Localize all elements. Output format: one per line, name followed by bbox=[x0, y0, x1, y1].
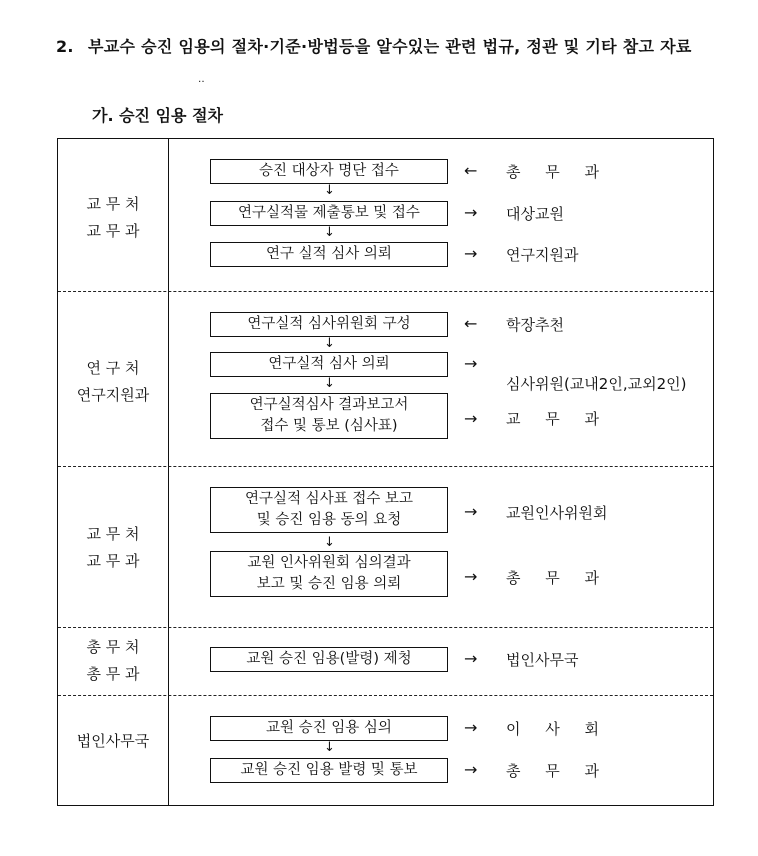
column-divider bbox=[168, 139, 169, 805]
section-divider bbox=[58, 291, 713, 292]
dept-label-corporate-office: 법인사무국 bbox=[76, 732, 150, 750]
step-box-committee-formation: 연구실적 심사위원회 구성 bbox=[210, 312, 448, 337]
step-box-appointment-proposal: 교원 승진 임용(발령) 제청 bbox=[210, 647, 448, 672]
flow-arrow: → bbox=[464, 203, 478, 222]
step-target: 총 무 과 bbox=[506, 163, 610, 181]
step-target: 이 사 회 bbox=[506, 720, 610, 738]
down-arrow-icon: ↓ bbox=[324, 336, 335, 351]
dept-label-general-affairs: 총 무 처 총 무 과 bbox=[86, 638, 140, 683]
flow-arrow: → bbox=[464, 718, 478, 737]
down-arrow-icon: ↓ bbox=[324, 183, 335, 198]
flow-arrow: → bbox=[464, 760, 478, 779]
dept-label-research-affairs: 연 구 처 연구지원과 bbox=[76, 359, 150, 404]
section-divider bbox=[58, 466, 713, 467]
flow-arrow: → bbox=[464, 649, 478, 668]
step-target: 총 무 과 bbox=[506, 762, 610, 780]
section-subheading: 가. 승진 임용 절차 bbox=[92, 106, 223, 125]
flow-arrow: → bbox=[464, 409, 478, 428]
tick-mark: ‥ bbox=[198, 74, 205, 85]
flow-arrow: → bbox=[464, 502, 478, 521]
section-divider bbox=[58, 695, 713, 696]
step-target: 교원인사위원회 bbox=[506, 504, 608, 522]
step-box-candidate-list: 승진 대상자 명단 접수 bbox=[210, 159, 448, 184]
step-target: 대상교원 bbox=[506, 205, 564, 223]
step-target: 학장추천 bbox=[506, 316, 564, 334]
step-target: 교 무 과 bbox=[506, 410, 610, 428]
step-box-review-result: 연구실적심사 결과보고서 접수 및 통보 (심사표) bbox=[210, 393, 448, 439]
flow-arrow: ← bbox=[464, 161, 478, 180]
step-target: 법인사무국 bbox=[506, 651, 579, 669]
step-box-committee-result: 교원 인사위원회 심의결과 보고 및 승진 임용 의뢰 bbox=[210, 551, 448, 597]
step-target: 연구지원과 bbox=[506, 246, 579, 264]
step-box-appointment-notice: 교원 승진 임용 발령 및 통보 bbox=[210, 758, 448, 783]
down-arrow-icon: ↓ bbox=[324, 225, 335, 240]
flow-arrow: → bbox=[464, 244, 478, 263]
heading-text: 부교수 승진 임용의 절차·기준·방법등을 알수있는 관련 법규, 정관 및 기타 참고 자료 bbox=[88, 37, 692, 56]
document-heading bbox=[56, 34, 692, 57]
flow-arrow: ← bbox=[464, 314, 478, 333]
dept-label-academic-affairs: 교 무 처 교 무 과 bbox=[86, 195, 140, 240]
step-box-appointment-review: 교원 승진 임용 심의 bbox=[210, 716, 448, 741]
heading-number: 2. bbox=[56, 37, 74, 56]
down-arrow-icon: ↓ bbox=[324, 376, 335, 391]
flow-arrow: → bbox=[464, 567, 478, 586]
section-divider bbox=[58, 627, 713, 628]
step-target: 심사위원(교내2인,교외2인) bbox=[506, 375, 687, 393]
flow-arrow: → bbox=[464, 354, 478, 373]
step-target: 총 무 과 bbox=[506, 569, 610, 587]
step-box-consent-request: 연구실적 심사표 접수 보고 및 승진 임용 동의 요청 bbox=[210, 487, 448, 533]
down-arrow-icon: ↓ bbox=[324, 535, 335, 550]
procedure-flowchart-table bbox=[57, 138, 714, 806]
down-arrow-icon: ↓ bbox=[324, 740, 335, 755]
dept-label-academic-affairs-2: 교 무 처 교 무 과 bbox=[86, 525, 140, 570]
step-box-research-submission: 연구실적물 제출통보 및 접수 bbox=[210, 201, 448, 226]
step-box-review-request-2: 연구실적 심사 의뢰 bbox=[210, 352, 448, 377]
step-box-review-request: 연구 실적 심사 의뢰 bbox=[210, 242, 448, 267]
